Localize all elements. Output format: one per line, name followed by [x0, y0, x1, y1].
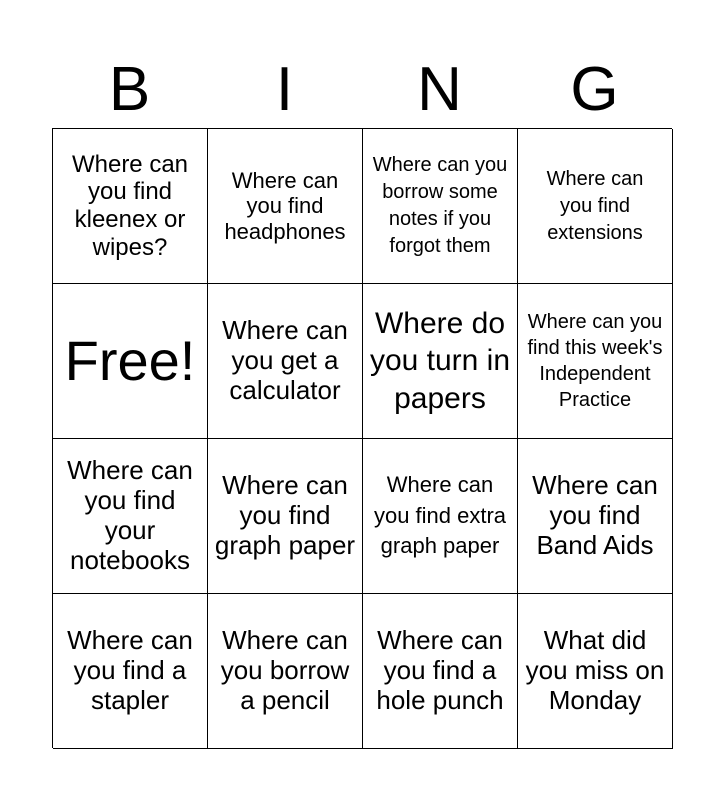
cell-text: What did you miss on Monday — [525, 625, 665, 715]
bingo-board — [52, 128, 672, 748]
cell-text: Where can you get a calculator — [222, 315, 348, 405]
bingo-header — [52, 52, 672, 128]
bingo-cell-12[interactable] — [518, 439, 673, 594]
bingo-cell-16[interactable] — [518, 594, 673, 749]
cell-text: Where can you find Band Aids — [532, 470, 658, 560]
header-letter-n: N — [417, 55, 462, 124]
cell-text: Where can you find extra graph paper — [373, 471, 507, 559]
cell-text: Where can you find extensions — [546, 167, 644, 244]
bingo-cell-6[interactable] — [208, 284, 363, 439]
cell-text: Where can you find headphones — [224, 168, 346, 244]
cell-text: Free! — [64, 328, 196, 392]
cell-text: Where can you borrow some notes if you forgot them — [372, 154, 508, 257]
header-letter-i: I — [275, 55, 294, 124]
bingo-cell-13[interactable] — [53, 594, 208, 749]
bingo-cell-14[interactable] — [208, 594, 363, 749]
cell-text: Where do you turn in papers — [369, 306, 511, 415]
cell-text: Where can you find a stapler — [67, 625, 193, 715]
bingo-cell-2[interactable] — [208, 129, 363, 284]
bingo-cell-3[interactable] — [363, 129, 518, 284]
bingo-cell-1[interactable] — [53, 129, 208, 284]
cell-text: Where can you find a hole punch — [376, 625, 504, 715]
cell-text: Where can you borrow a pencil — [220, 625, 350, 715]
cell-text: Where can you find this week's Independent Practice — [527, 311, 663, 411]
bingo-cell-free[interactable] — [53, 284, 208, 439]
bingo-cell-11[interactable] — [363, 439, 518, 594]
cell-text: Where can you find graph paper — [214, 470, 356, 560]
header-letter-g: G — [570, 55, 619, 124]
cell-text: Where can you find kleenex or wipes? — [71, 150, 189, 261]
cell-text: Where can you find your notebooks — [67, 455, 193, 575]
bingo-cell-8[interactable] — [518, 284, 673, 439]
header-letter-b: B — [108, 55, 151, 124]
bingo-cell-9[interactable] — [53, 439, 208, 594]
bingo-cell-10[interactable] — [208, 439, 363, 594]
bingo-cell-4[interactable] — [518, 129, 673, 284]
bingo-cell-15[interactable] — [363, 594, 518, 749]
bingo-cell-7[interactable] — [363, 284, 518, 439]
